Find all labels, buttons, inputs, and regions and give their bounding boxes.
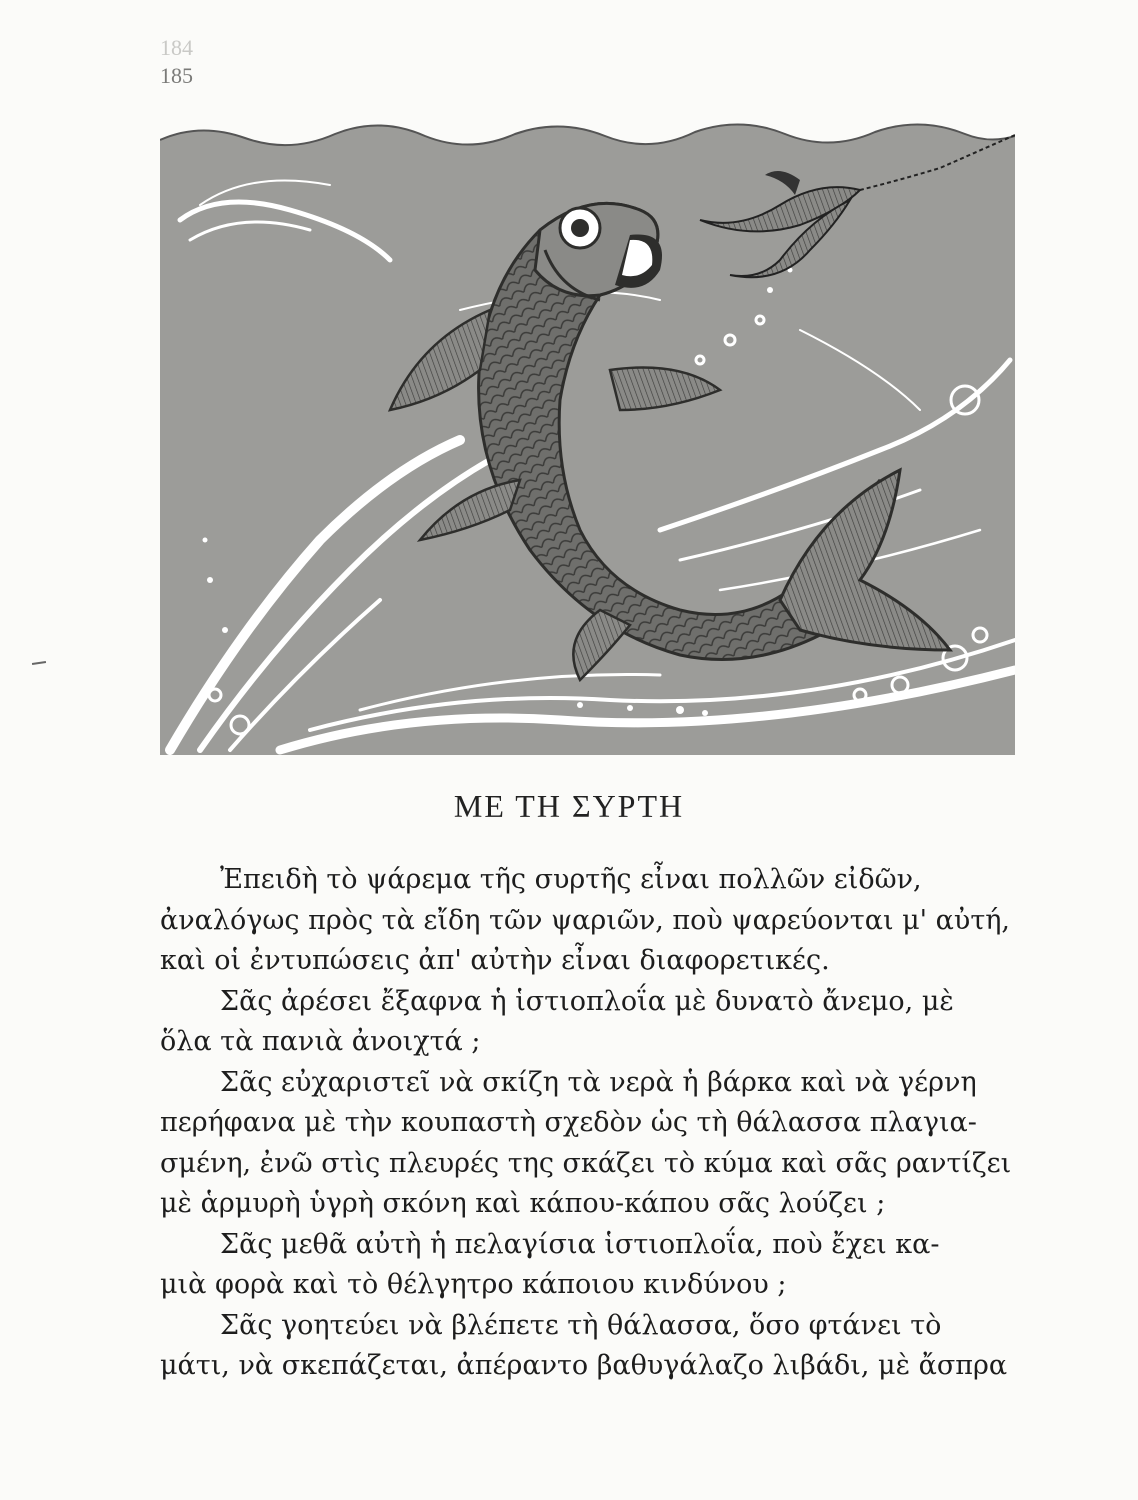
article-title: ΜΕ ΤΗ ΣΥΡΤΗ [453, 788, 685, 824]
text-line: Ἐπειδὴ τὸ ψάρεμα τῆς συρτῆς εἶναι πολλῶν εἰδῶν, [220, 864, 922, 895]
text-line: Σᾶς ἀρέσει ἔξαφνα ἡ ἱστιοπλοΐα μὲ δυνατὸ ἄνεμο, μὲ [220, 985, 954, 1017]
text-line: μιὰ φορὰ καὶ τὸ θέλγητρο κάποιου κινδύνου ; [160, 1269, 787, 1300]
text-line: καὶ οἱ ἐντυπώσεις ἀπ' αὐτὴν εἶναι διαφορετικές. [160, 945, 830, 976]
fish-leaping-image [160, 110, 1015, 755]
text-line: ἀναλόγως πρὸς τὰ εἴδη τῶν ψαριῶν, ποὺ ψαρεύονται μ' αὐτή, [160, 904, 1011, 936]
article-body [160, 860, 1025, 1387]
text-line: Σᾶς εὐχαριστεῖ νὰ σκίζη τὰ νερὰ ἡ βάρκα καὶ νὰ γέρνη [220, 1066, 977, 1098]
paragraph [160, 982, 1025, 1063]
fish-illustration [160, 110, 1015, 755]
text-line: μάτι, νὰ σκεπάζεται, ἀπέραντο βαθυγάλαζο λιβάδι, μὲ ἄσπρα [160, 1350, 1008, 1381]
text-line: ὅλα τὰ πανιὰ ἀνοιχτά ; [160, 1026, 481, 1057]
paragraph [160, 1225, 1025, 1306]
page-number: 185 [160, 63, 193, 88]
paragraph [160, 860, 1025, 982]
margin-mark [32, 661, 46, 665]
text-line: μὲ ἁρμυρὴ ὑγρὴ σκόνη καὶ κάπου-κάπου σᾶς λούζει ; [160, 1188, 886, 1219]
paragraph [160, 1063, 1025, 1225]
text-line: Σᾶς μεθᾶ αὐτὴ ἡ πελαγίσια ἱστιοπλοΐα, ποὺ ἔχει κα- [220, 1228, 940, 1260]
text-line: περήφανα μὲ τὴν κουπαστὴ σχεδὸν ὡς τὴ θάλασσα πλαγια- [160, 1107, 977, 1138]
text-line: Σᾶς γοητεύει νὰ βλέπετε τὴ θάλασσα, ὅσο φτάνει τὸ [220, 1309, 942, 1341]
page-number-previous: 184 [160, 35, 193, 60]
paragraph [160, 1306, 1025, 1387]
text-line: σμένη, ἐνῶ στὶς πλευρές της σκάζει τὸ κύμα καὶ σᾶς ραντίζει [160, 1147, 1012, 1179]
